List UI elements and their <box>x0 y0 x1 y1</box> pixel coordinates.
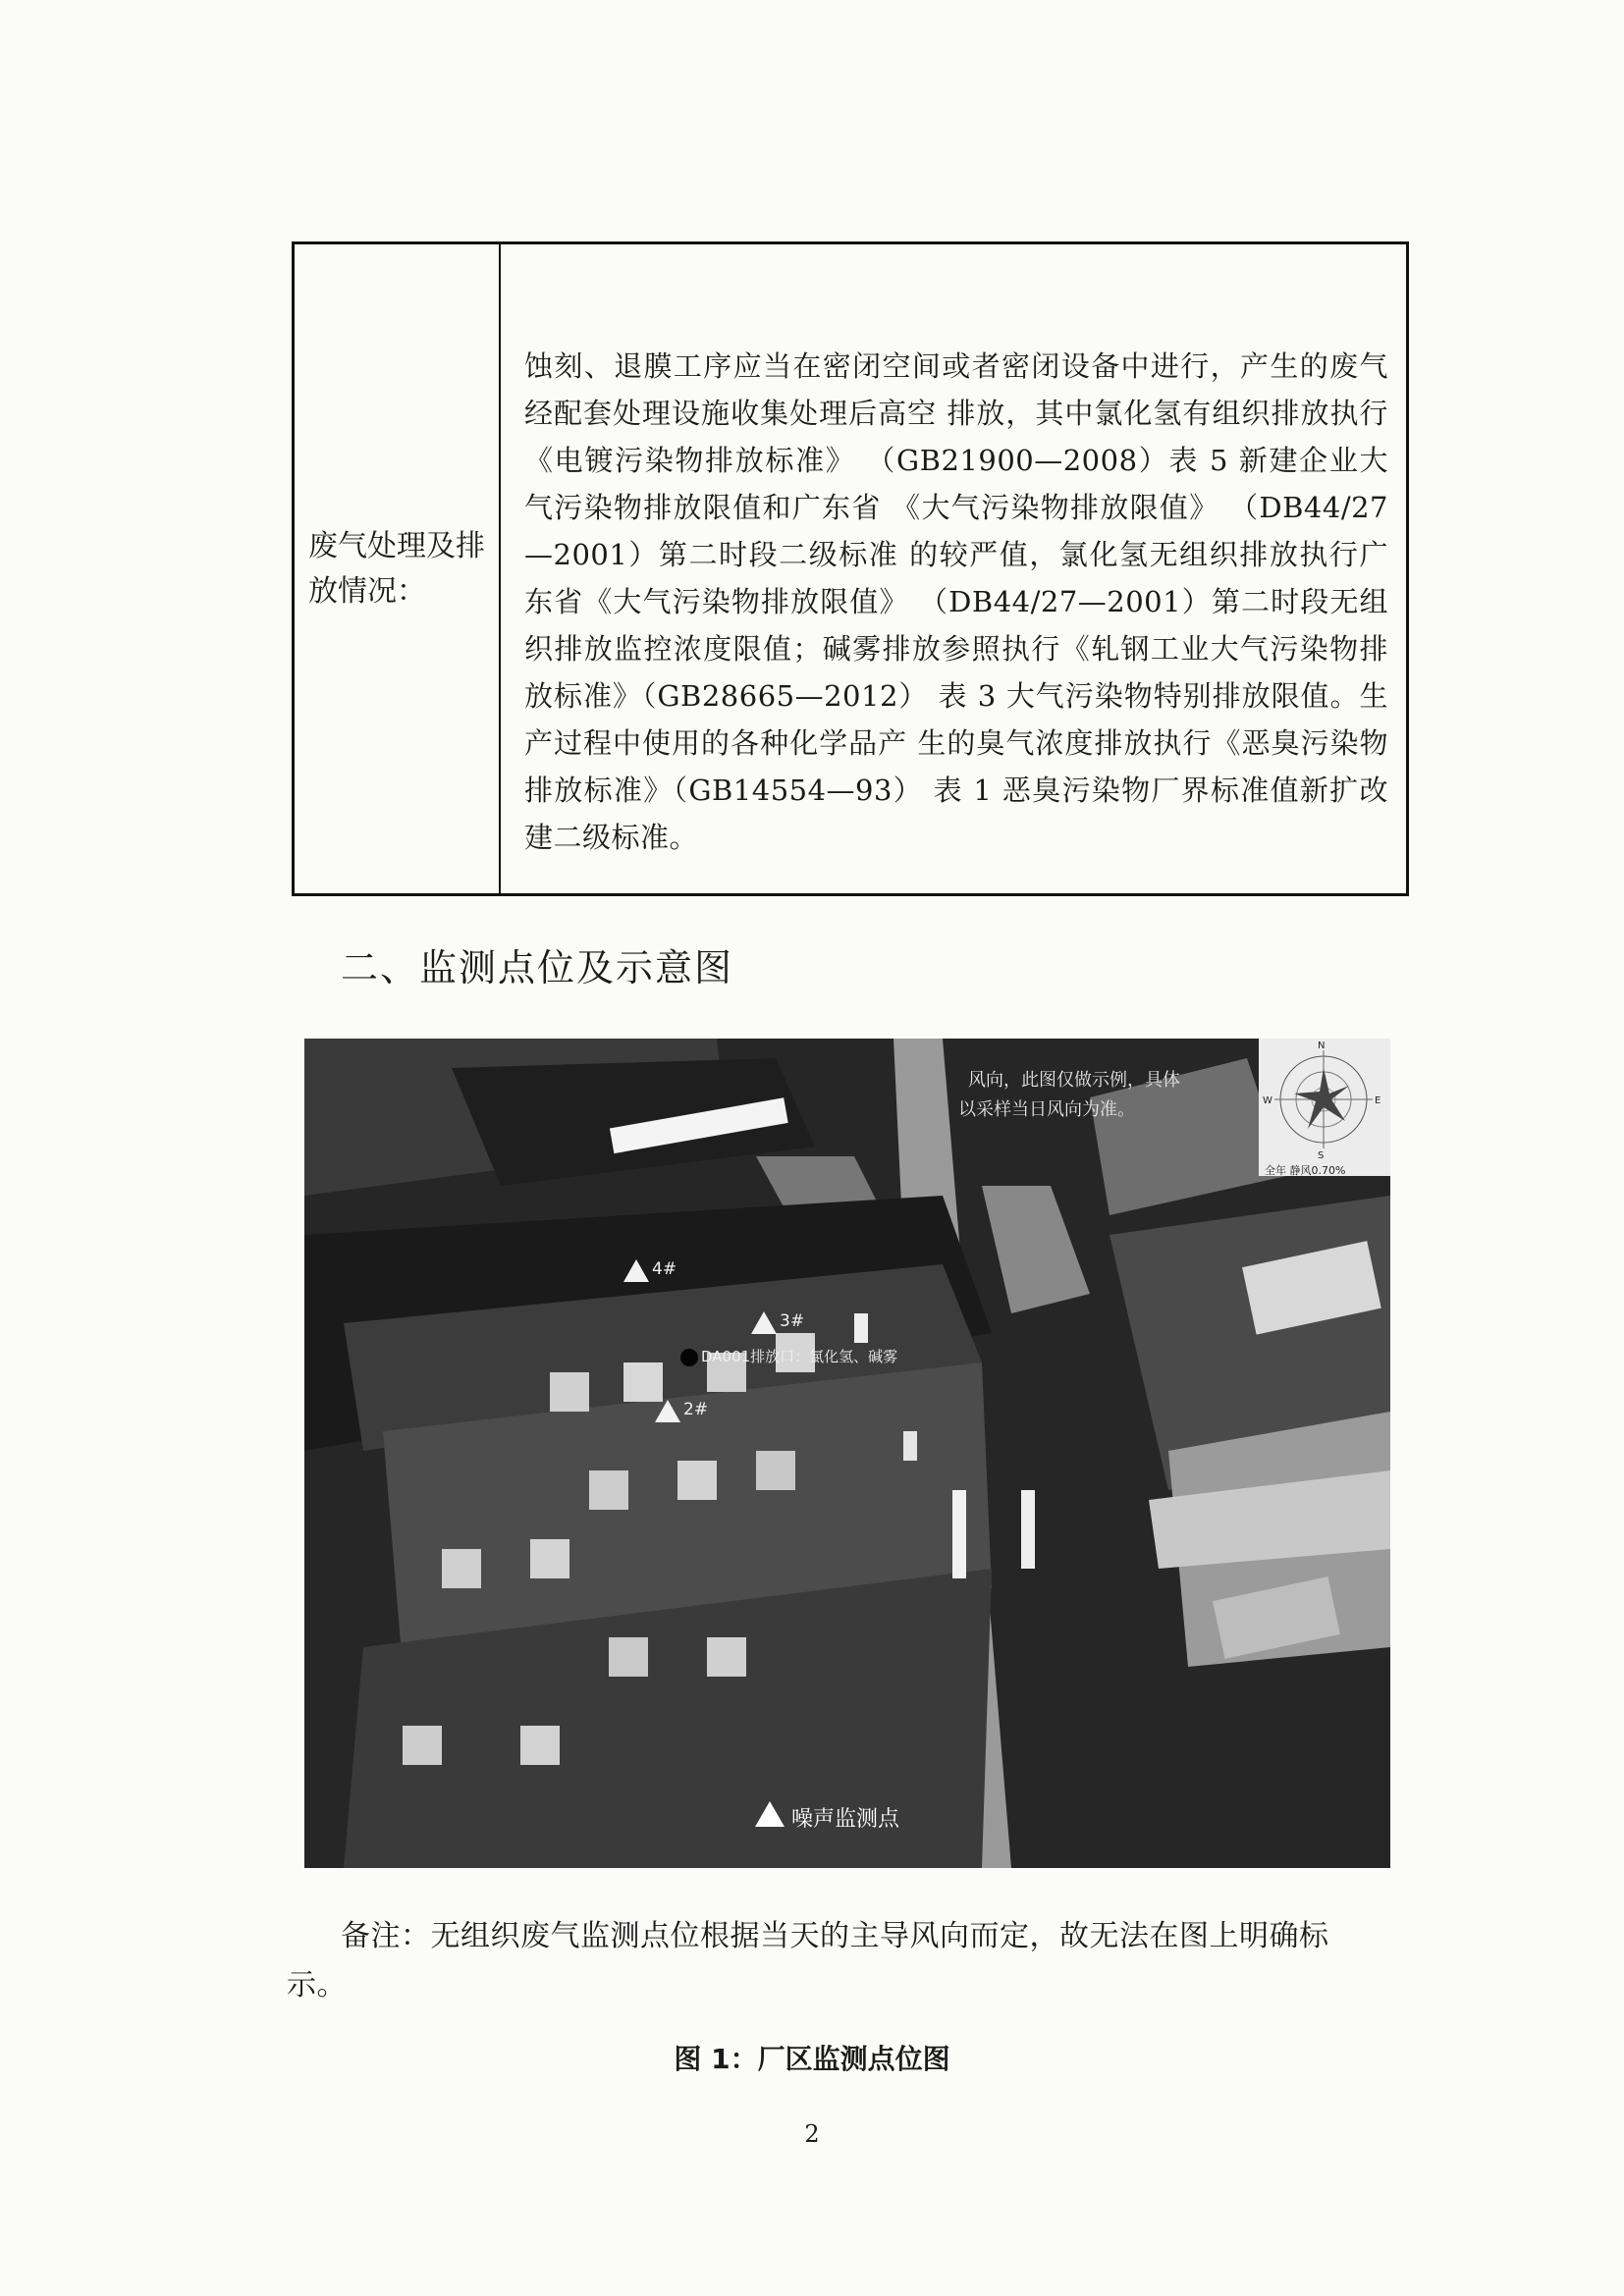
noise-label: 噪声监测点 <box>791 1807 900 1832</box>
svg-text:N: N <box>1318 1041 1326 1051</box>
remark-line2: 示。 <box>287 1968 347 2002</box>
remark-text <box>287 1912 1381 2010</box>
aerial-photo <box>304 1039 1390 1868</box>
point-2-label: 2# <box>683 1400 709 1419</box>
svg-text:S: S <box>1318 1150 1325 1161</box>
emission-table <box>292 241 1409 896</box>
outlet-label: DA001排放口：氯化氢、碱雾 <box>701 1348 898 1365</box>
svg-text:E: E <box>1375 1095 1381 1106</box>
outlet-marker <box>680 1349 698 1366</box>
page-number: 2 <box>804 2120 820 2148</box>
label-cell: 废气处理及排放情况： <box>295 244 501 893</box>
remark-line1: 备注：无组织废气监测点位根据当天的主导风向而定，故无法在图上明确标 <box>341 1919 1329 1953</box>
wind-rose-inset <box>1259 1039 1390 1176</box>
satellite-map <box>304 1039 1390 1868</box>
svg-text:W: W <box>1263 1095 1272 1106</box>
content-cell: 蚀刻、退膜工序应当在密闭空间或者密闭设备中进行，产生的废气经配套处理设施收集处理后高空 排放，其中氯化氢有组织排放执行《电镀污染物排放标准》 （GB21900—2008）表 5 新建企业大气污染物排放限值和广东省 《大气污染物排放限值》 （DB44/27—2001）第二时段二级标准 的较严值，氯化氢无组织排放执行广东省《大气污染物排放限值》 （DB44/27—2001）第二时段无组织排放监控浓度限值；碱雾排放参照执行《轧钢工业大气污染物排放标准》（GB28665—2012） 表 3 大气污染物特别排放限值。生产过程中使用的各种化学品产 生的臭气浓度排放执行《恶臭污染物排放标准》（GB14554—93） 表 1 恶臭污染物厂界标准值新扩改建二级标准。 <box>524 349 1388 854</box>
figure-caption: 图 1：厂区监测点位图 <box>674 2043 950 2075</box>
wind-note-line2: 以采样当日风向为准。 <box>958 1099 1135 1120</box>
point-4-label: 4# <box>652 1259 677 1279</box>
wind-note-line1: 风向，此图仅做示例，具体 <box>968 1070 1180 1091</box>
wind-rose-icon <box>1259 1039 1390 1176</box>
section-heading: 二、监测点位及示意图 <box>341 946 734 989</box>
point-3-label: 3# <box>780 1311 805 1331</box>
compass-footer: 全年 静风0.70% <box>1265 1164 1346 1177</box>
